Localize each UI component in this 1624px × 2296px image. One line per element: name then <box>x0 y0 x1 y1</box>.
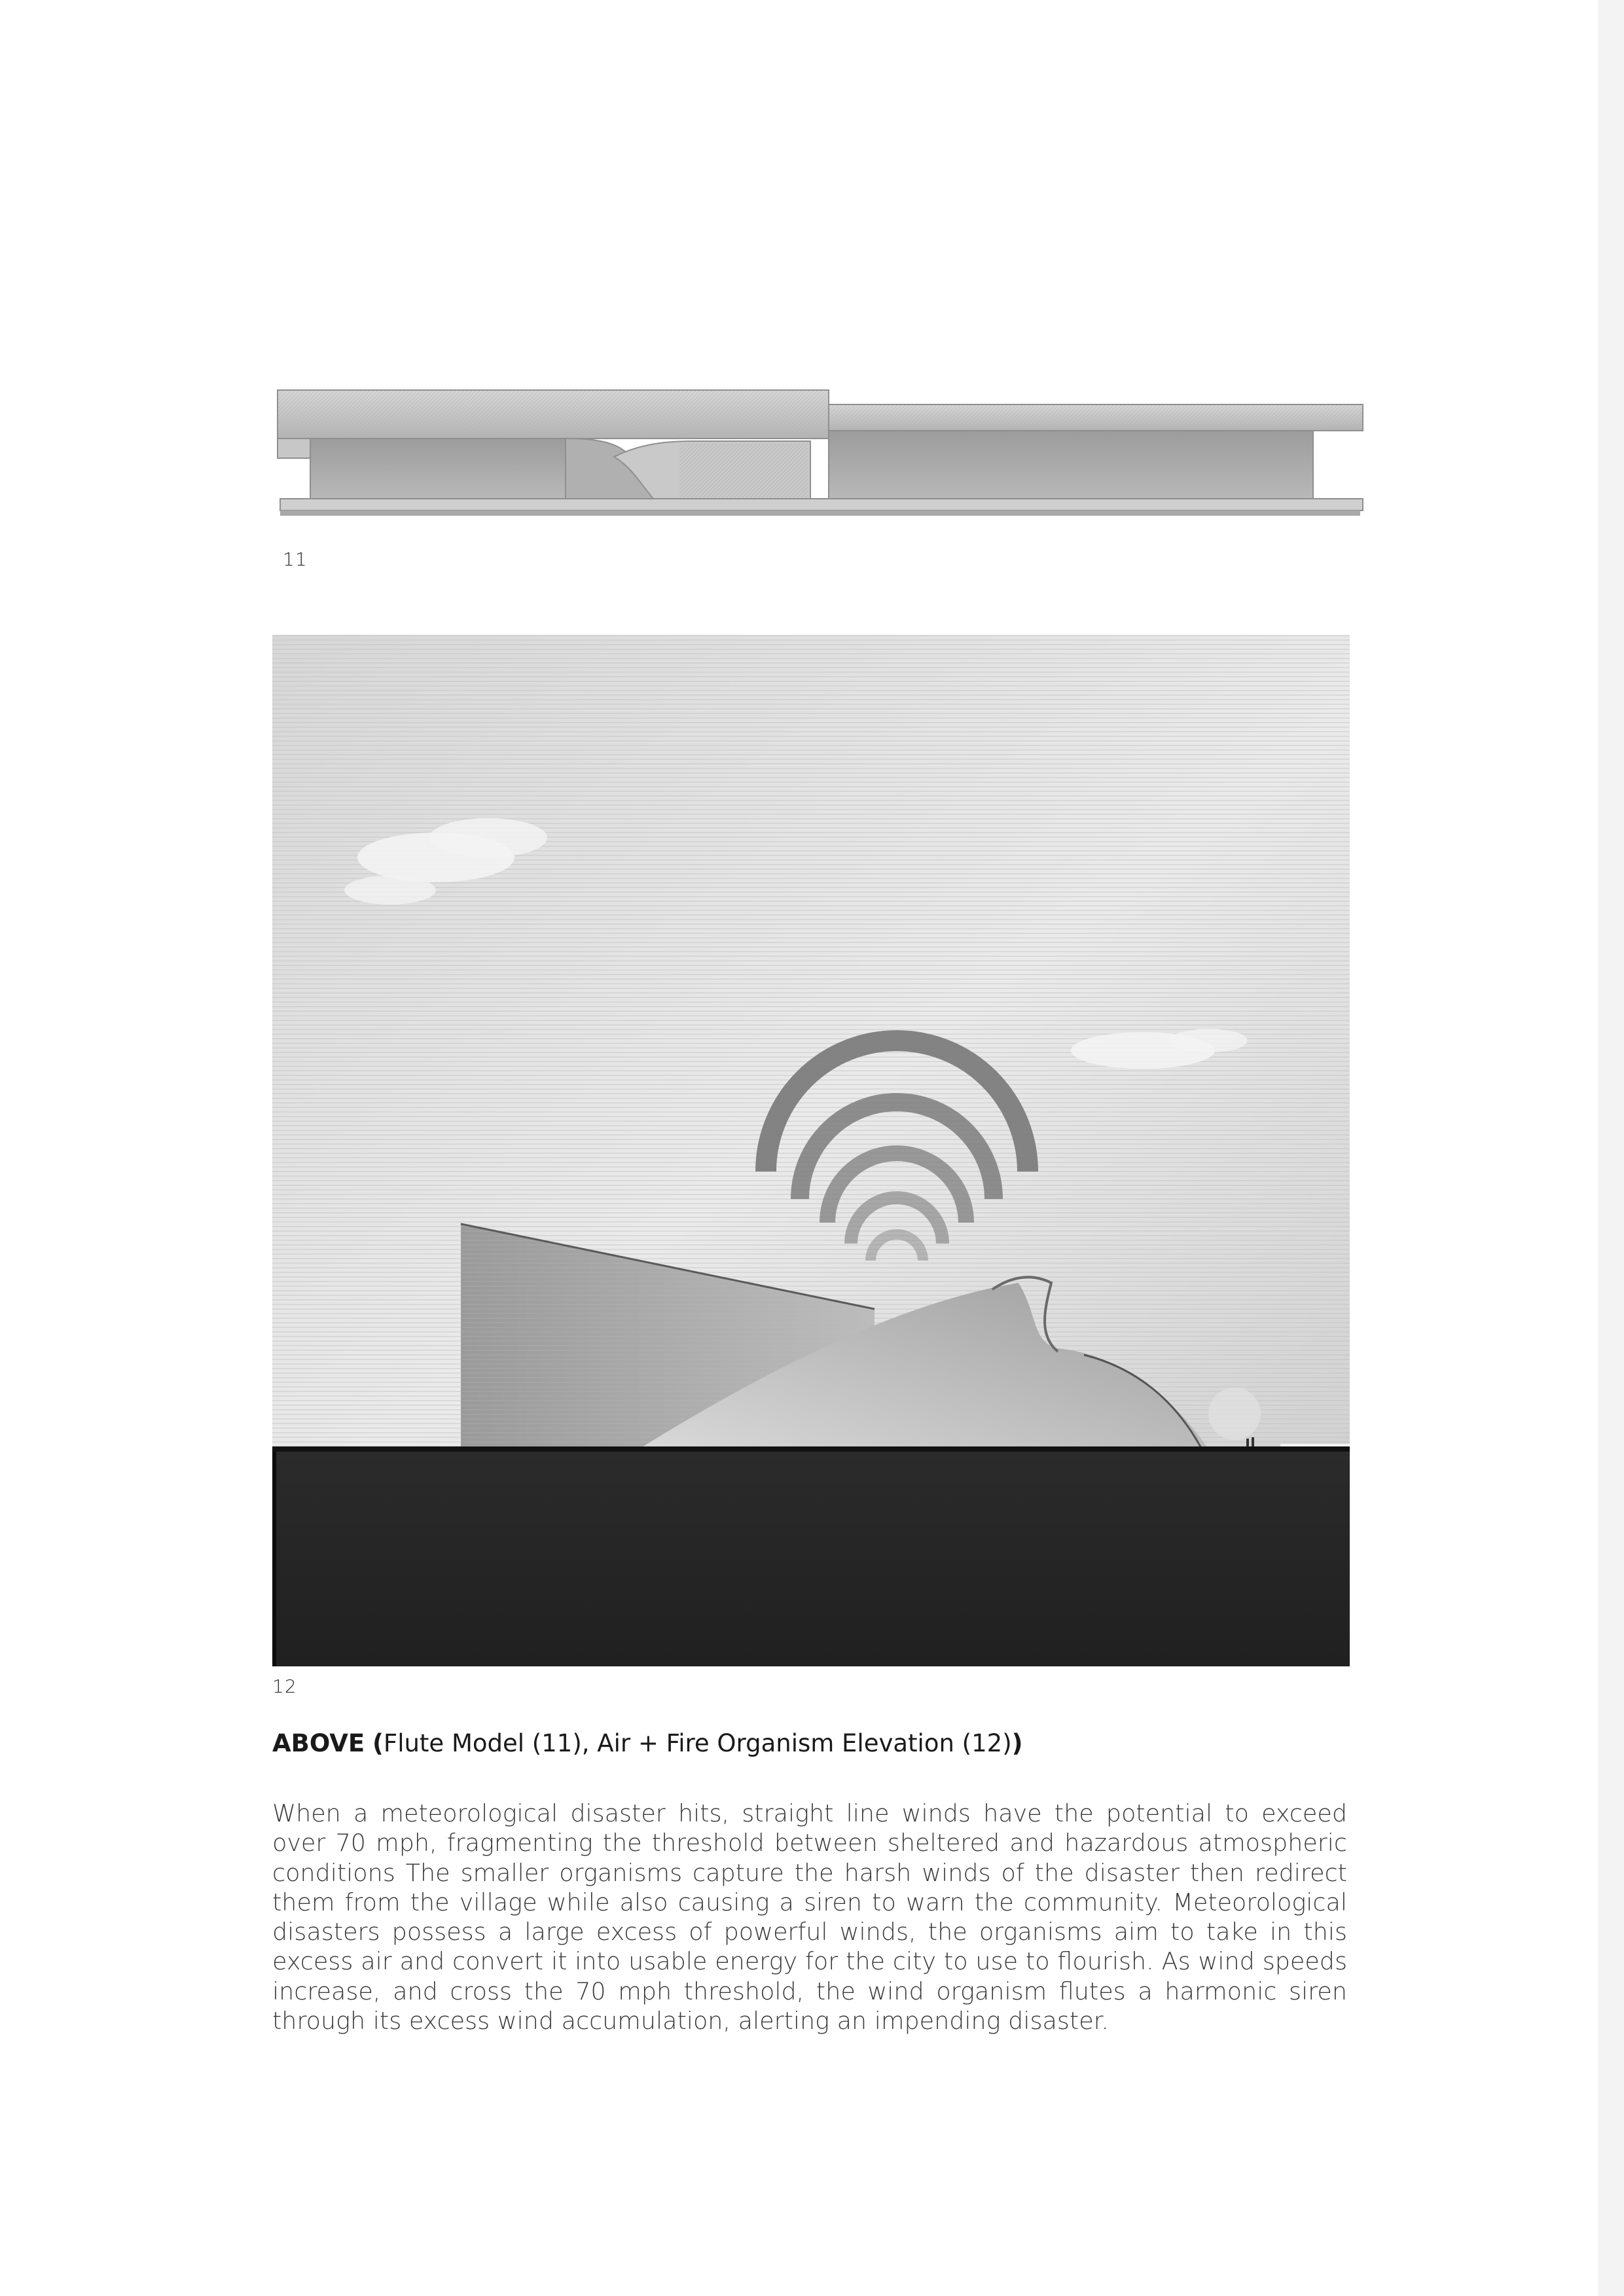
caption-open-paren: ( <box>372 1729 384 1757</box>
figure-number-11: 11 <box>283 548 308 570</box>
caption-close-paren: ) <box>1011 1729 1023 1757</box>
figure-caption <box>272 1729 1352 1757</box>
flute-model-image <box>274 385 1364 522</box>
figure-number-12: 12 <box>272 1676 297 1697</box>
caption-text: Flute Model (11), Air + Fire Organism Elevation (12) <box>383 1729 1012 1757</box>
organism-elevation-image <box>272 635 1350 1666</box>
body-paragraph: When a meteorological disaster hits, straight line winds have the potential to exceed over 70 mph, fragmenting the threshold between sheltered and hazardous atmospheric conditions The smaller organisms capture the harsh winds of the disaster then redirect them from the village while also causing a siren to warn the community. Meteorological disasters possess a large excess of powerful winds, the organisms aim to take in this excess air and convert it into usable energy for the city to use to flourish. As wind speeds increase, and cross the 70 mph threshold, the wind organism flutes a harmonic siren through its excess wind accumulation, alerting an impending disaster. <box>272 1799 1347 2036</box>
page-edge-strip <box>1598 0 1624 2296</box>
caption-heading: ABOVE <box>272 1729 365 1757</box>
